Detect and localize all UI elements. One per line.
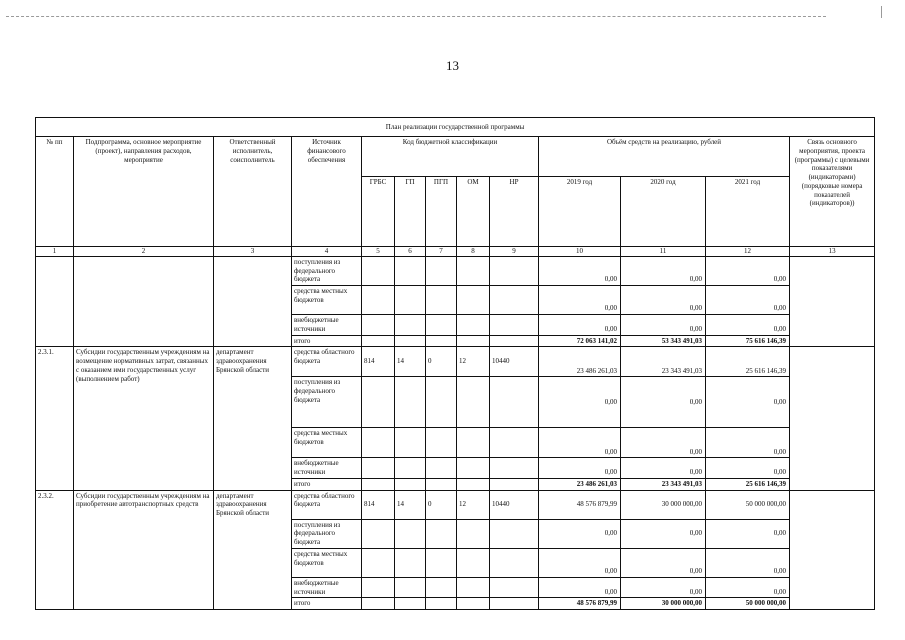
column-number: 10 [539, 247, 621, 257]
item-number: 2.3.2. [36, 490, 74, 610]
header-executor: Ответственный исполнитель, соисполнитель [214, 137, 292, 247]
code-cell [426, 577, 457, 598]
source-regional: средства областного бюджета [292, 347, 362, 377]
code-cell [457, 478, 490, 490]
code-cell [395, 428, 426, 458]
amount-2021: 0,00 [706, 519, 790, 548]
code-cell [490, 548, 539, 577]
header-gp: ГП [395, 177, 426, 247]
empty-cell [74, 256, 214, 347]
header-indicator-link: Связь основного мероприятия, проекта (программы) с целевыми показателями (индикаторами) (порядковые номера показателей (индикаторов)) [790, 137, 875, 247]
code-cell [362, 315, 395, 336]
amount-2020: 0,00 [621, 428, 706, 458]
header-budget-code: Код бюджетной классификации [362, 137, 539, 177]
code-cell [457, 548, 490, 577]
column-number: 6 [395, 247, 426, 257]
amount-2020: 0,00 [621, 577, 706, 598]
table-title-row [36, 118, 875, 137]
code-cell [395, 598, 426, 610]
amount-2020: 0,00 [621, 548, 706, 577]
code-cell [395, 548, 426, 577]
source-offbudget: внебюджетные источники [292, 315, 362, 336]
column-number: 3 [214, 247, 292, 257]
page-number: 13 [446, 58, 459, 73]
source-federal: поступления из федерального бюджета [292, 256, 362, 285]
code-cell [457, 377, 490, 428]
code-gp: 14 [395, 347, 426, 377]
code-cell [395, 519, 426, 548]
amount-2021: 0,00 [706, 256, 790, 285]
source-offbudget: внебюджетные источники [292, 458, 362, 479]
empty-cell [36, 256, 74, 347]
source-total: итого [292, 478, 362, 490]
header-year-2021: 2021 год [706, 177, 790, 247]
program-plan-table [35, 117, 875, 610]
code-cell [426, 478, 457, 490]
column-number: 12 [706, 247, 790, 257]
amount-2021: 50 000 000,00 [706, 490, 790, 519]
code-cell [457, 598, 490, 610]
code-cell [426, 286, 457, 315]
item-name: Субсидии государственным учреждениям на возмещение нормативных затрат, связанных с оказанием ими государственных услуг (выполнением работ) [74, 347, 214, 490]
code-cell [426, 548, 457, 577]
code-pgp: 0 [426, 490, 457, 519]
code-cell [362, 335, 395, 347]
amount-2019: 23 486 261,03 [539, 347, 621, 377]
code-cell [457, 519, 490, 548]
amount-2021: 0,00 [706, 377, 790, 428]
item-number: 2.3.1. [36, 347, 74, 490]
code-cell [362, 377, 395, 428]
code-cell [426, 428, 457, 458]
total-2021: 50 000 000,00 [706, 598, 790, 610]
column-number: 5 [362, 247, 395, 257]
source-federal: поступления из федерального бюджета [292, 377, 362, 428]
amount-2020: 0,00 [621, 315, 706, 336]
code-cell [490, 286, 539, 315]
code-cell [395, 335, 426, 347]
table-row [36, 256, 875, 285]
amount-2019: 0,00 [539, 256, 621, 285]
amount-2019: 0,00 [539, 315, 621, 336]
code-cell [457, 335, 490, 347]
code-cell [457, 458, 490, 479]
source-total: итого [292, 598, 362, 610]
header-volume: Объём средств на реализацию, рублей [539, 137, 790, 177]
amount-2019: 0,00 [539, 519, 621, 548]
code-cell [395, 315, 426, 336]
code-cell [490, 577, 539, 598]
code-cell [490, 458, 539, 479]
amount-2019: 48 576 879,99 [539, 490, 621, 519]
code-np: 10440 [490, 347, 539, 377]
code-cell [395, 377, 426, 428]
amount-2019: 0,00 [539, 577, 621, 598]
code-cell [362, 428, 395, 458]
code-cell [457, 256, 490, 285]
amount-2021: 0,00 [706, 458, 790, 479]
code-cell [362, 519, 395, 548]
header-year-2020: 2020 год [621, 177, 706, 247]
amount-2020: 0,00 [621, 286, 706, 315]
header-source: Источник финансового обеспечения [292, 137, 362, 247]
amount-2020: 30 000 000,00 [621, 490, 706, 519]
code-cell [490, 428, 539, 458]
code-cell [490, 598, 539, 610]
code-cell [426, 315, 457, 336]
indicator-cell [790, 347, 875, 490]
amount-2021: 0,00 [706, 428, 790, 458]
source-local: средства местных бюджетов [292, 428, 362, 458]
total-2020: 23 343 491,03 [621, 478, 706, 490]
top-scan-rule [6, 16, 826, 17]
code-cell [426, 335, 457, 347]
amount-2020: 0,00 [621, 256, 706, 285]
code-cell [490, 256, 539, 285]
header-pgp: ПГП [426, 177, 457, 247]
total-2019: 48 576 879,99 [539, 598, 621, 610]
table-row [36, 490, 875, 519]
column-number: 1 [36, 247, 74, 257]
column-number: 4 [292, 247, 362, 257]
source-total: итого [292, 335, 362, 347]
code-om: 12 [457, 490, 490, 519]
header-row-1 [36, 137, 875, 177]
code-cell [395, 256, 426, 285]
column-number: 8 [457, 247, 490, 257]
header-om: ОМ [457, 177, 490, 247]
code-cell [426, 458, 457, 479]
amount-2021: 0,00 [706, 548, 790, 577]
code-cell [362, 598, 395, 610]
total-2021: 75 616 146,39 [706, 335, 790, 347]
code-cell [457, 315, 490, 336]
column-number: 11 [621, 247, 706, 257]
code-cell [426, 256, 457, 285]
source-federal: поступления из федерального бюджета [292, 519, 362, 548]
table-row [36, 347, 875, 377]
total-2019: 72 063 141,02 [539, 335, 621, 347]
code-cell [457, 577, 490, 598]
item-name: Субсидии государственным учреждениям на приобретение автотранспортных средств [74, 490, 214, 610]
code-cell [426, 377, 457, 428]
header-number: № пп [36, 137, 74, 247]
column-number: 2 [74, 247, 214, 257]
code-cell [490, 315, 539, 336]
amount-2020: 23 343 491,03 [621, 347, 706, 377]
code-cell [426, 519, 457, 548]
code-cell [490, 519, 539, 548]
item-executor: департамент здравоохранения Брянской области [214, 347, 292, 490]
code-grbs: 814 [362, 347, 395, 377]
total-2020: 53 343 491,03 [621, 335, 706, 347]
indicator-cell [790, 256, 875, 347]
column-number: 13 [790, 247, 875, 257]
code-grbs: 814 [362, 490, 395, 519]
code-cell [490, 478, 539, 490]
indicator-cell [790, 490, 875, 610]
header-grbs: ГРБС [362, 177, 395, 247]
amount-2021: 0,00 [706, 315, 790, 336]
amount-2020: 0,00 [621, 458, 706, 479]
code-cell [362, 548, 395, 577]
amount-2019: 0,00 [539, 286, 621, 315]
source-regional: средства областного бюджета [292, 490, 362, 519]
empty-cell [214, 256, 292, 347]
column-number-row [36, 247, 875, 257]
code-cell [395, 577, 426, 598]
total-2019: 23 486 261,03 [539, 478, 621, 490]
code-om: 12 [457, 347, 490, 377]
amount-2019: 0,00 [539, 548, 621, 577]
source-local: средства местных бюджетов [292, 548, 362, 577]
code-cell [395, 458, 426, 479]
total-2021: 25 616 146,39 [706, 478, 790, 490]
code-cell [457, 428, 490, 458]
amount-2021: 25 616 146,39 [706, 347, 790, 377]
column-number: 7 [426, 247, 457, 257]
header-year-2019: 2019 год [539, 177, 621, 247]
code-cell [490, 335, 539, 347]
code-cell [457, 286, 490, 315]
amount-2019: 0,00 [539, 428, 621, 458]
code-cell [362, 256, 395, 285]
code-pgp: 0 [426, 347, 457, 377]
source-offbudget: внебюджетные источники [292, 577, 362, 598]
source-local: средства местных бюджетов [292, 286, 362, 315]
item-executor: департамент здравоохранения Брянской области [214, 490, 292, 610]
code-cell [395, 478, 426, 490]
amount-2020: 0,00 [621, 377, 706, 428]
top-scan-tick [881, 6, 882, 18]
code-cell [362, 286, 395, 315]
amount-2020: 0,00 [621, 519, 706, 548]
column-number: 9 [490, 247, 539, 257]
header-np: НР [490, 177, 539, 247]
amount-2019: 0,00 [539, 377, 621, 428]
code-cell [362, 458, 395, 479]
code-cell [395, 286, 426, 315]
table-title: План реализации государственной программы [36, 118, 875, 137]
header-subprogram: Подпрограмма, основное мероприятие (проект), направления расходов, мероприятие [74, 137, 214, 247]
amount-2021: 0,00 [706, 286, 790, 315]
code-cell [362, 478, 395, 490]
code-gp: 14 [395, 490, 426, 519]
code-cell [426, 598, 457, 610]
code-cell [362, 577, 395, 598]
code-np: 10440 [490, 490, 539, 519]
amount-2021: 0,00 [706, 577, 790, 598]
amount-2019: 0,00 [539, 458, 621, 479]
total-2020: 30 000 000,00 [621, 598, 706, 610]
code-cell [490, 377, 539, 428]
